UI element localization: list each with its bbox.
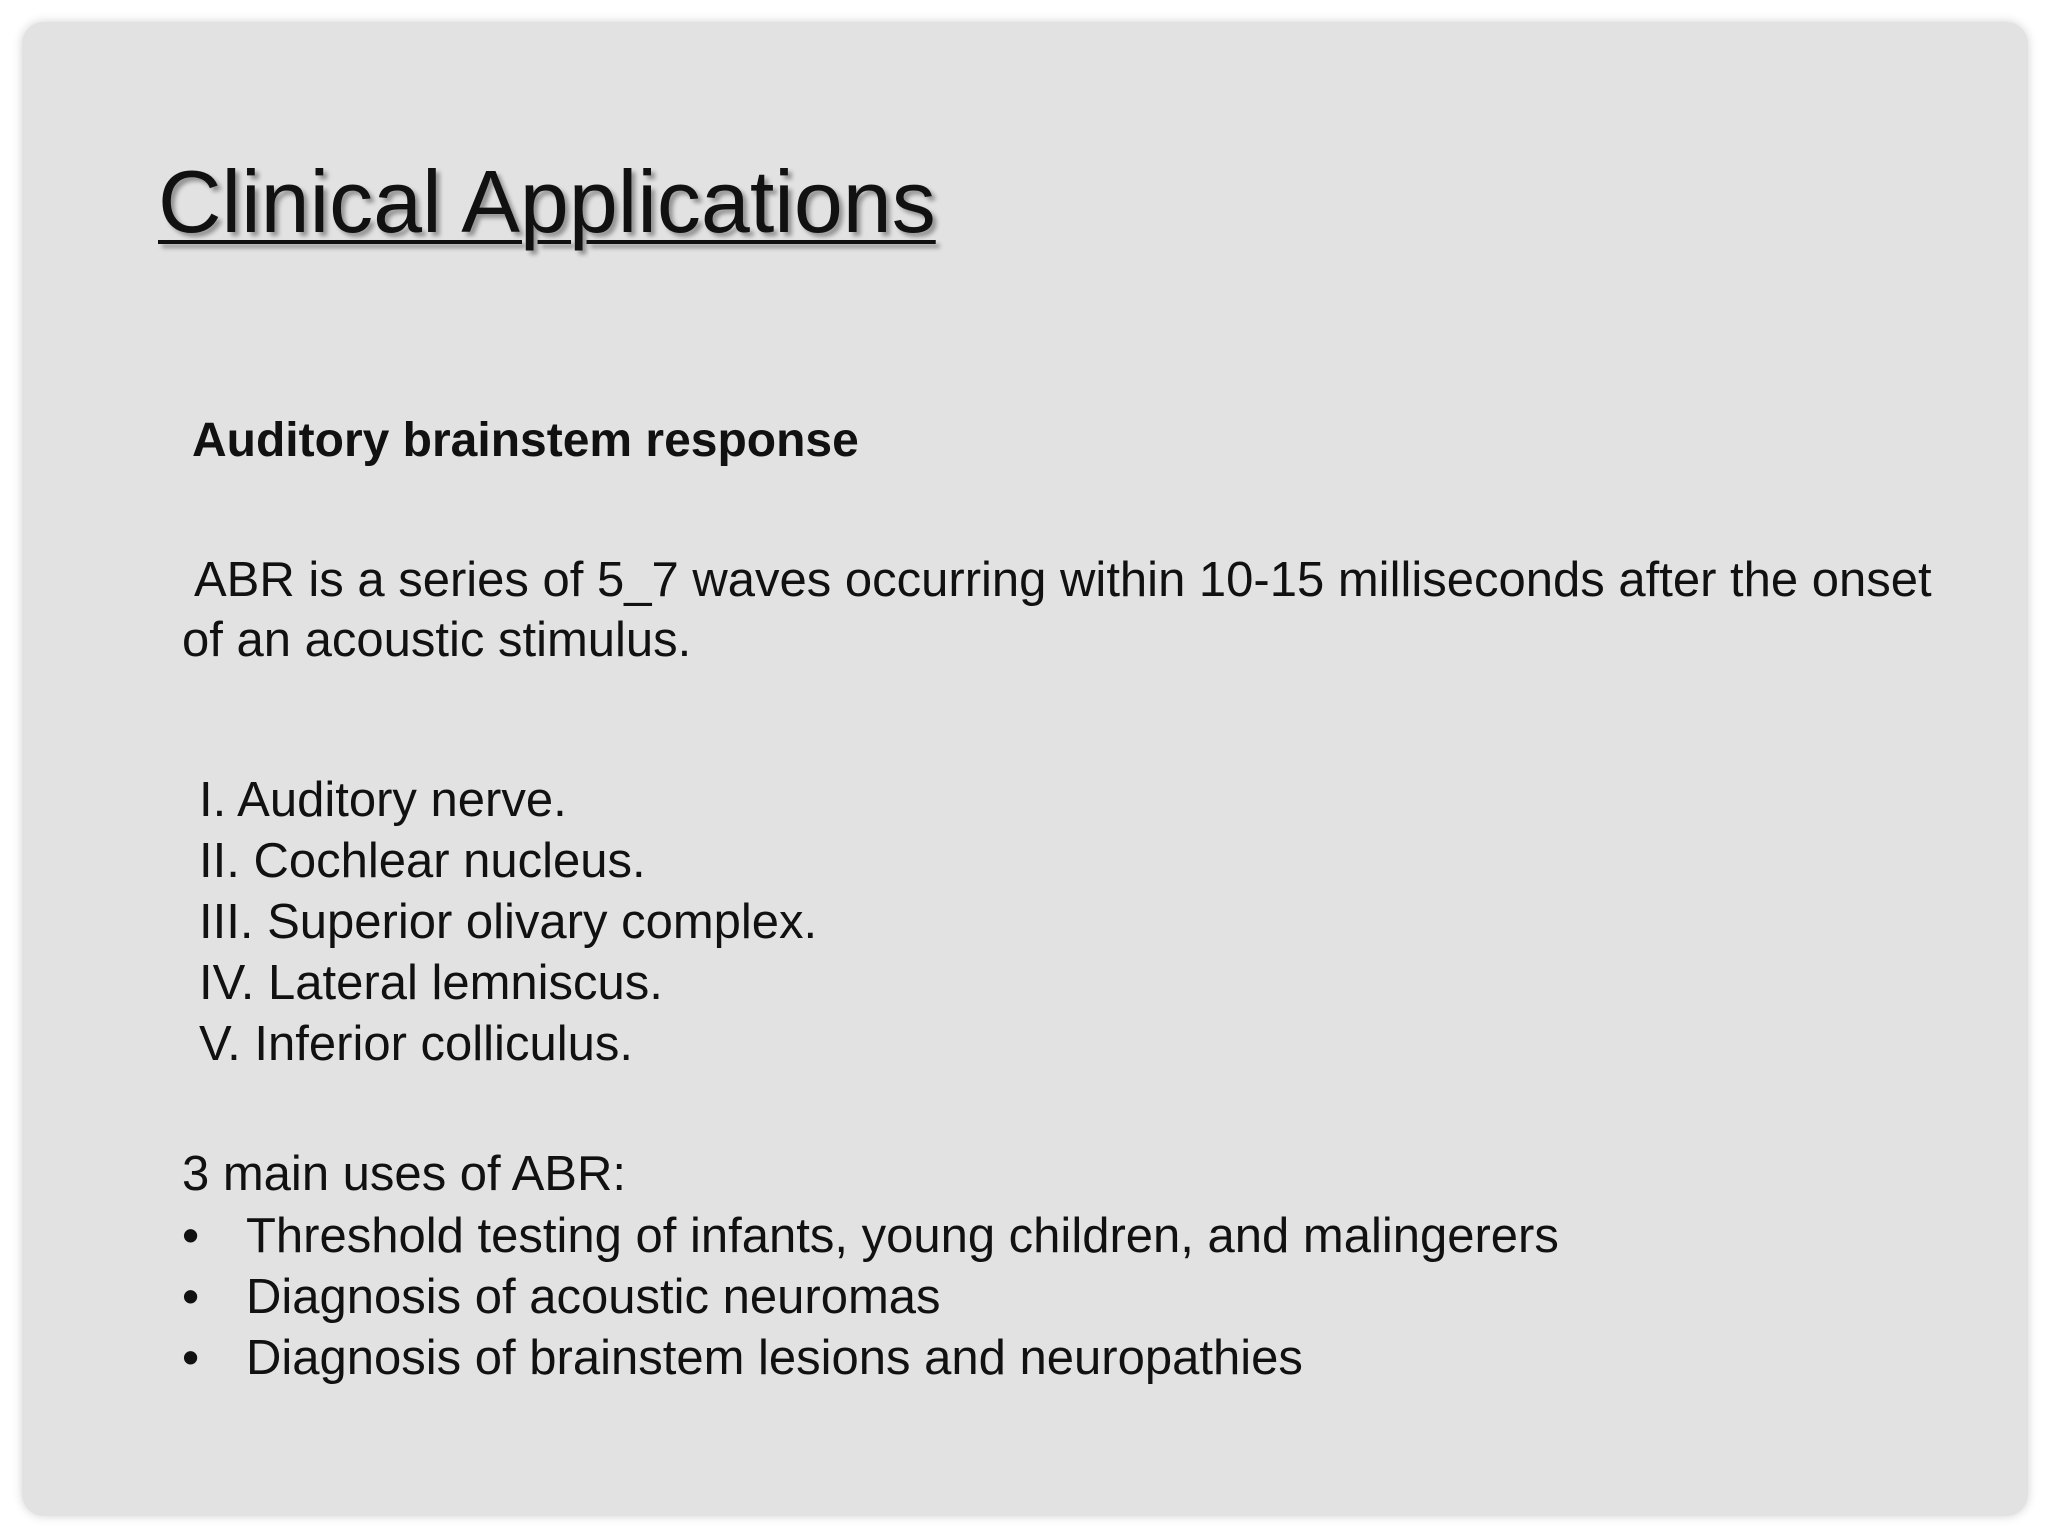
wave-item: I. Auditory nerve. (199, 773, 567, 827)
bullet-icon: • (182, 1209, 200, 1263)
bullet-icon: • (182, 1331, 200, 1385)
wave-item: III. Superior olivary complex. (199, 895, 818, 949)
slide-title: Clinical Applications (158, 152, 936, 251)
use-item (182, 1328, 1559, 1389)
wave-item: V. Inferior colliculus. (199, 1017, 633, 1071)
wave-item: II. Cochlear nucleus. (199, 834, 646, 888)
uses-heading: 3 main uses of ABR: (182, 1147, 626, 1201)
bullet-icon: • (182, 1270, 200, 1324)
uses-list (182, 1206, 1559, 1389)
slide (22, 22, 2028, 1516)
abr-description: ABR is a series of 5_7 waves occurring within 10-15 milliseconds after the onset of an acoustic stimulus. (182, 553, 1932, 667)
wave-list (199, 770, 817, 1075)
use-item-text: Diagnosis of acoustic neuromas (246, 1270, 941, 1324)
use-item-text: Diagnosis of brainstem lesions and neuropathies (246, 1331, 1303, 1385)
use-item (182, 1267, 1559, 1328)
use-item-text: Threshold testing of infants, young children, and malingerers (246, 1209, 1559, 1263)
section-subheading: Auditory brainstem response (192, 414, 859, 467)
use-item (182, 1206, 1559, 1267)
wave-item: IV. Lateral lemniscus. (199, 956, 663, 1010)
